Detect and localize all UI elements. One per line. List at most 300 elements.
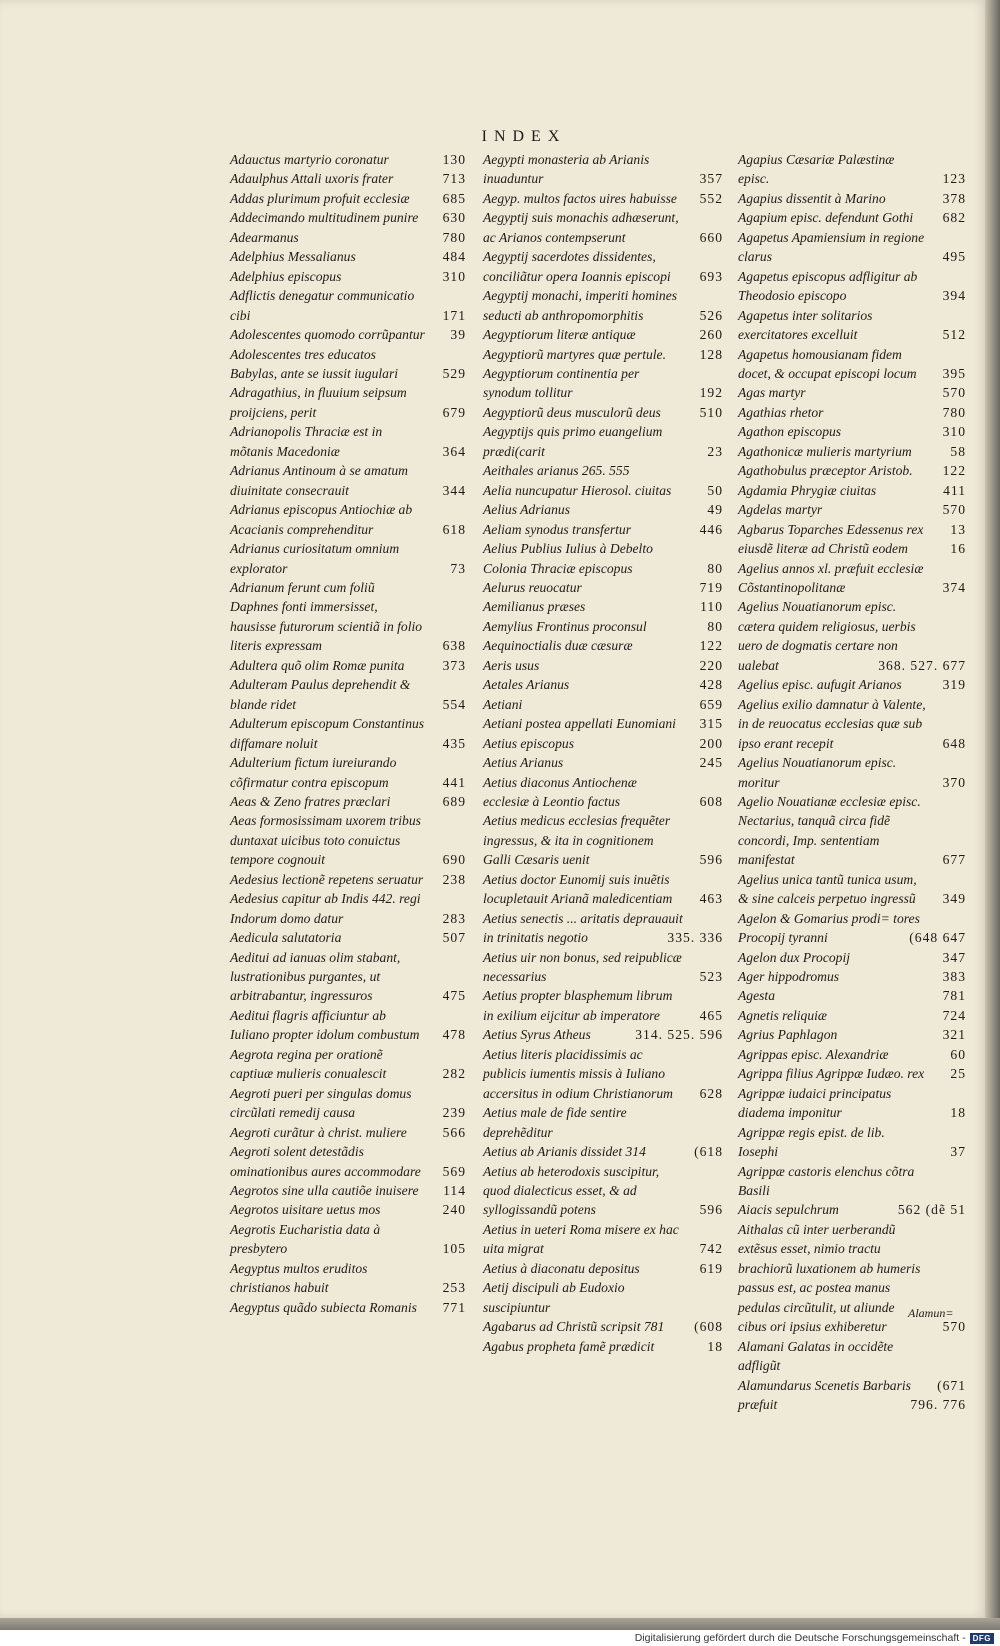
entry-page-number: 628	[699, 1085, 723, 1101]
entry-page-number: 682	[942, 210, 966, 226]
index-entry	[483, 247, 723, 286]
entry-text: Aemilianus præses	[483, 599, 586, 615]
catchword: Alamun=	[908, 1306, 954, 1320]
entry-page-number: 608	[699, 793, 723, 809]
entry-text: Adaulphus Attali uxoris frater	[230, 171, 394, 187]
entry-page-number: 570	[942, 1319, 966, 1335]
entry-page-number: 383	[942, 969, 966, 985]
index-entry	[483, 325, 723, 344]
entry-text: Agabarus ad Christũ scripsit 781	[483, 1319, 665, 1335]
entry-text: Adelphius episcopus	[230, 268, 342, 284]
entry-page-number: 690	[442, 852, 466, 868]
entry-text: eiusdẽ literæ ad Christũ eodem	[738, 541, 908, 557]
entry-page-number: 566	[442, 1124, 466, 1140]
index-entry	[738, 597, 966, 675]
index-entry	[230, 169, 466, 188]
index-entry	[483, 986, 723, 1025]
entry-text: Agelius exilio damnatur à Valente, in de reuocatus ecclesias quæ sub ipso erant recepit	[738, 696, 926, 751]
index-entry	[483, 617, 723, 636]
index-entry	[738, 267, 966, 306]
entry-page-number: 282	[442, 1066, 466, 1082]
entry-text: Aemylius Frontinus proconsul	[483, 618, 647, 634]
index-entry	[230, 228, 466, 247]
entry-text: Addas plurimum profuit ecclesiæ	[230, 190, 410, 206]
entry-text: Aelius Publius Iulius à Debelto Colonia Thraciæ episcopus	[483, 541, 653, 576]
entry-page-number: 510	[699, 404, 723, 420]
index-entry	[230, 539, 466, 578]
index-entry	[230, 870, 466, 889]
entry-text: Aegrota regina per orationẽ captiuæ mulieris conualescit	[230, 1046, 387, 1082]
entry-text: Agrippa filius Agrippæ Iudæo. rex	[738, 1066, 925, 1082]
index-entry	[738, 306, 966, 345]
entry-text: Aeditui ad ianuas olim stabant, lustrationibus purgantes, ut arbitrabantur, ingressuros	[230, 949, 401, 1004]
entry-text: Aegyptiorum continentia per synodum tollitur	[483, 365, 640, 401]
index-entry	[230, 345, 466, 384]
entry-text: Aithalas cũ inter uerberandũ extẽsus esset, nimio tractu brachiorũ luxationem ab humeris passus est, ac postea manus pedulas circũtulit, ut aliunde cibus ori ipsius exhiberetur	[738, 1221, 921, 1335]
entry-page-number: 411	[943, 482, 966, 498]
entry-page-number: 344	[442, 482, 466, 498]
entry-page-number: 596	[699, 1202, 723, 1218]
entry-text: Aetius uir non bonus, sed reipublicæ necessarius	[483, 949, 682, 985]
index-entry	[230, 247, 466, 266]
index-entry	[738, 481, 966, 500]
entry-text: Aegypti monasteria ab Arianis inuaduntur	[483, 152, 650, 187]
index-entry	[483, 656, 723, 675]
entry-text: Agrippæ castoris elenchus cõtra Basili	[738, 1163, 915, 1199]
entry-text: Agabus propheta famẽ prædicit	[483, 1338, 655, 1354]
entry-page-number: 742	[699, 1241, 723, 1257]
entry-page-number: 475	[442, 988, 466, 1004]
index-entry	[230, 1045, 466, 1084]
entry-page-number: 781	[942, 988, 966, 1004]
index-entry	[483, 1278, 723, 1317]
index-entry	[483, 714, 723, 733]
index-entry	[230, 948, 466, 1006]
index-entry	[738, 1376, 966, 1395]
entry-text: Adolescentes tres educatos Babylas, ante se iussit iugulari	[230, 346, 399, 381]
index-entry	[738, 150, 966, 189]
entry-page-number: (648 647	[909, 930, 966, 946]
entry-page-number: 114	[443, 1183, 466, 1199]
page-heading: INDEX	[481, 128, 567, 145]
entry-text: Aetius male de fide sentire deprehẽditur	[483, 1105, 627, 1140]
index-entry	[483, 500, 723, 519]
entry-text: Adulterium fictum iureiurando cõfirmatur contra episcopum	[230, 755, 397, 790]
entry-text: Agelio Nouatianæ ecclesiæ episc. Nectarius, tanquã circa fidẽ concordi, Imp. sententiam manifestat	[738, 793, 921, 868]
entry-page-number: 60	[950, 1046, 966, 1062]
entry-text: Aegyptiorũ martyres quæ pertule.	[483, 346, 666, 362]
entry-page-number: 638	[442, 638, 466, 654]
index-entry	[230, 1142, 466, 1181]
entry-page-number: 685	[442, 190, 466, 206]
entry-page-number: (618	[694, 1144, 723, 1160]
index-entry	[738, 967, 966, 986]
footer-text: Digitalisierung gefördert durch die Deutsche Forschungsgemeinschaft -	[634, 1632, 966, 1644]
index-entry	[483, 461, 723, 480]
entry-page-number: 310	[942, 424, 966, 440]
entry-text: Agathonicæ mulieris martyrium	[738, 443, 912, 459]
entry-page-number: 364	[442, 443, 466, 459]
index-entry	[483, 1317, 723, 1336]
entry-text: Aedesius lectionẽ repetens seruatur	[230, 871, 424, 887]
index-entry	[483, 481, 723, 500]
entry-page-number: 478	[442, 1027, 466, 1043]
entry-text: Adrianus Antinoum à se amatum diuinitate consecrauit	[230, 463, 408, 498]
index-entry	[483, 1220, 723, 1259]
entry-text: Aetiani	[483, 696, 523, 712]
entry-page-number: 13	[950, 521, 966, 537]
entry-text: Adulterum episcopum Constantinus diffamare noluit	[230, 716, 425, 751]
entry-text: Agbarus Toparches Edessenus rex	[738, 521, 924, 537]
entry-page-number: 660	[699, 229, 723, 245]
entry-page-number: 192	[699, 385, 723, 401]
entry-page-number: 441	[442, 774, 466, 790]
entry-text: Aetius diaconus Antiochenæ ecclesiæ à Leontio factus	[483, 774, 637, 809]
entry-text: Agapium episc. defendunt Gothi	[738, 210, 914, 226]
entry-text: Aegyptiorum literæ antiquæ	[483, 327, 636, 343]
dfg-logo: DFG	[970, 1633, 994, 1644]
entry-page-number: 373	[442, 657, 466, 673]
index-column-2	[483, 150, 723, 1356]
index-entry	[230, 208, 466, 227]
entry-page-number: 495	[942, 249, 966, 265]
entry-page-number: 724	[942, 1007, 966, 1023]
index-entry	[738, 695, 966, 753]
entry-text: Adrianum ferunt cum foliũ Daphnes fonti immersisset, hausisse futurorum scientiã in folio literis expressam	[230, 579, 423, 654]
index-entry	[483, 811, 723, 869]
entry-text: Adrianopolis Thraciæ est in mõtanis Macedoniæ	[230, 424, 383, 459]
index-entry	[738, 539, 966, 558]
entry-page-number: 713	[442, 171, 466, 187]
index-entry	[738, 792, 966, 870]
entry-text: Adultera quõ olim Romæ punita	[230, 657, 405, 673]
index-entry	[738, 675, 966, 694]
index-entry	[738, 1395, 966, 1414]
entry-page-number: 105	[442, 1241, 466, 1257]
entry-page-number: 220	[699, 657, 723, 673]
entry-text: Adolescentes quomodo corrũpantur	[230, 327, 425, 343]
entry-page-number: 619	[699, 1260, 723, 1276]
entry-text: Agelon dux Procopij	[738, 949, 850, 965]
index-entry	[230, 461, 466, 500]
index-entry	[483, 1142, 723, 1161]
entry-text: Aetius Syrus Atheus	[483, 1027, 591, 1043]
entry-text: Aegrotos sine ulla cautiõe inuisere	[230, 1183, 419, 1199]
entry-text: Aelius Adrianus	[483, 502, 570, 518]
entry-page-number: 378	[942, 190, 966, 206]
entry-text: Agrippæ regis epist. de lib. Iosephi	[738, 1124, 885, 1160]
entry-text: Aetius literis placidissimis ac publicis iumentis missis à Iuliano accersitus in odium Christianorum	[483, 1046, 673, 1101]
index-entry	[738, 909, 966, 948]
entry-text: Agapetus homousianam fidem docet, & occupat episcopi locum	[738, 346, 917, 381]
index-entry	[483, 345, 723, 364]
entry-text: Adragathius, in fluuium seipsum proijciens, perit	[230, 385, 407, 420]
entry-text: Aetius doctor Eunomij suis inuẽtis locupletauit Arianã maledicentiam	[483, 871, 673, 907]
entry-page-number: 395	[942, 365, 966, 381]
entry-page-number: 25	[950, 1066, 966, 1082]
entry-text: Agesta	[738, 988, 775, 1004]
entry-page-number: 18	[707, 1338, 723, 1354]
entry-text: Alamundarus Scenetis Barbaris	[738, 1377, 911, 1393]
index-entry	[483, 208, 723, 247]
entry-page-number: 73	[450, 560, 466, 576]
entry-text: Aegyptij monachi, imperiti homines seducti ab anthropomorphitis	[483, 288, 678, 323]
entry-page-number: (671	[937, 1377, 966, 1393]
entry-page-number: 484	[442, 249, 466, 265]
entry-page-number: 554	[442, 696, 466, 712]
entry-page-number: 719	[699, 579, 723, 595]
entry-page-number: 570	[942, 502, 966, 518]
entry-page-number: 245	[699, 755, 723, 771]
entry-text: Aetiani postea appellati Eunomiani	[483, 716, 676, 732]
entry-page-number: 368. 527. 677	[878, 657, 966, 673]
index-entry	[483, 1162, 723, 1220]
entry-page-number: 200	[699, 735, 723, 751]
entry-page-number: 122	[699, 638, 723, 654]
index-entry	[230, 1259, 466, 1298]
entry-page-number: 529	[442, 365, 466, 381]
entry-page-number: 648	[942, 735, 966, 751]
index-entry	[738, 422, 966, 441]
entry-page-number: 283	[442, 910, 466, 926]
entry-text: Aetius senectis ... aritatis deprauauit in trinitatis negotio	[483, 910, 683, 946]
index-entry	[483, 1337, 723, 1356]
entry-page-number: 796. 776	[910, 1397, 966, 1412]
entry-page-number: 238	[442, 871, 466, 887]
entry-page-number: 394	[942, 288, 966, 304]
index-entry	[230, 1084, 466, 1123]
index-entry	[230, 714, 466, 753]
entry-text: Agelon & Gomarius prodi= tores Procopij tyranni	[738, 910, 920, 946]
entry-text: Aeliam synodus transfertur	[483, 521, 632, 537]
entry-text: Agapius dissentit à Marino	[738, 190, 886, 206]
entry-page-number: 58	[950, 443, 966, 459]
index-entry	[230, 422, 466, 461]
entry-page-number: (608	[694, 1319, 723, 1335]
index-entry	[483, 539, 723, 578]
entry-page-number: 310	[442, 268, 466, 284]
entry-text: Aetales Arianus	[483, 677, 570, 693]
index-entry	[738, 403, 966, 422]
index-entry	[738, 383, 966, 402]
entry-page-number: 240	[442, 1202, 466, 1218]
index-entry	[230, 792, 466, 811]
index-entry	[230, 286, 466, 325]
index-entry	[738, 1084, 966, 1123]
entry-text: Agnetis reliquiæ	[738, 1007, 827, 1023]
index-entry	[230, 325, 466, 344]
entry-page-number: 618	[442, 521, 466, 537]
index-entry	[483, 734, 723, 753]
index-entry	[738, 520, 966, 539]
entry-text: Aeris usus	[483, 657, 540, 673]
entry-text: Aegyptij sacerdotes dissidentes, conciliãtur opera Ioannis episcopi	[483, 249, 671, 284]
index-entry	[483, 150, 723, 189]
entry-page-number: 370	[942, 774, 966, 790]
entry-page-number: 526	[699, 307, 723, 323]
index-entry	[483, 675, 723, 694]
entry-page-number: 23	[707, 443, 723, 459]
entry-text: Agdelas martyr	[738, 502, 823, 518]
entry-page-number: 349	[942, 891, 966, 907]
entry-page-number: 465	[699, 1007, 723, 1023]
entry-text: Adflictis denegatur communicatio cibi	[230, 288, 415, 323]
index-entry	[230, 1298, 466, 1317]
entry-text: Aiacis sepulchrum	[738, 1202, 839, 1218]
entry-text: Agapetus Apamiensium in regione clarus	[738, 229, 925, 265]
entry-page-number: 39	[450, 327, 466, 343]
entry-text: Agrius Paphlagon	[738, 1027, 838, 1043]
index-entry	[230, 656, 466, 675]
entry-page-number: 693	[699, 268, 723, 284]
entry-text: Agapetus episcopus adfligitur ab Theodosio episcopo	[738, 268, 918, 304]
entry-text: Adulteram Paulus deprehendit & blande ridet	[230, 677, 411, 712]
entry-text: Agrippæ iudaici principatus diadema imponitur	[738, 1085, 892, 1121]
entry-page-number: 523	[699, 969, 723, 985]
index-entry	[483, 578, 723, 597]
entry-text: Addecimando multitudinem punire	[230, 210, 419, 226]
entry-text: Adrianus curiositatum omnium explorator	[230, 541, 400, 576]
entry-text: Agathias rhetor	[738, 404, 824, 420]
entry-page-number: 780	[442, 229, 466, 245]
entry-text: Aetius episcopus	[483, 735, 574, 751]
entry-page-number: 435	[442, 735, 466, 751]
entry-page-number: 123	[942, 171, 966, 187]
index-entry	[483, 695, 723, 714]
index-entry	[483, 1025, 723, 1044]
entry-text: Aegroti curãtur à christ. muliere	[230, 1124, 407, 1140]
entry-page-number: 18	[950, 1105, 966, 1121]
entry-text: præfuit	[738, 1397, 778, 1412]
entry-text: Aeas formosissimam uxorem tribus duntaxat uicibus toto conuictus tempore cognouit	[230, 813, 421, 868]
entry-page-number: 552	[699, 190, 723, 206]
index-entry	[483, 520, 723, 539]
index-entry	[230, 150, 466, 169]
entry-text: Aegyptus quãdo subiecta Romanis	[230, 1299, 417, 1315]
entry-text: Agelius annos xl. præfuit ecclesiæ Cõstantinopolitanæ	[738, 560, 924, 595]
entry-text: Adrianus episcopus Antiochiæ ab Acacianis comprehenditur	[230, 502, 413, 537]
index-entry	[230, 1123, 466, 1142]
entry-text: Aelurus reuocatur	[483, 579, 582, 595]
index-entry	[738, 1200, 966, 1219]
index-entry	[738, 500, 966, 519]
entry-text: Aetius Arianus	[483, 755, 564, 771]
entry-page-number: 80	[707, 618, 723, 634]
entry-page-number: 689	[442, 793, 466, 809]
index-entry	[483, 753, 723, 772]
entry-page-number: 596	[699, 852, 723, 868]
index-entry	[483, 364, 723, 403]
index-entry	[738, 1064, 966, 1083]
entry-page-number: 128	[699, 346, 723, 362]
entry-text: Adauctus martyrio coronatur	[230, 152, 389, 167]
page-edge	[985, 0, 1000, 1646]
entry-page-number: 335. 336	[667, 930, 723, 946]
entry-text: Alamani Galatas in occidẽte adfligũt	[738, 1338, 894, 1374]
index-entry	[483, 948, 723, 987]
index-entry	[738, 345, 966, 384]
entry-page-number: 80	[707, 560, 723, 576]
entry-page-number: 446	[699, 521, 723, 537]
index-entry	[738, 1045, 966, 1064]
index-column-3	[738, 150, 966, 1414]
index-entry	[738, 1162, 966, 1201]
entry-page-number: 679	[442, 404, 466, 420]
entry-page-number: 260	[699, 327, 723, 343]
entry-text: Agrippas episc. Alexandriæ	[738, 1046, 889, 1062]
index-entry	[230, 753, 466, 792]
index-entry	[738, 228, 966, 267]
entry-text: Aetij discipuli ab Eudoxio suscipiuntur	[483, 1280, 625, 1315]
entry-page-number: 16	[950, 541, 966, 557]
index-entry	[230, 578, 466, 656]
index-entry	[230, 1220, 466, 1259]
entry-page-number: 321	[942, 1027, 966, 1043]
entry-page-number: 37	[950, 1144, 966, 1160]
entry-text: Adelphius Messalianus	[230, 249, 356, 265]
entry-text: Aequinoctialis duæ cæsuræ	[483, 638, 633, 654]
index-entry	[738, 189, 966, 208]
entry-text: Aeditui flagris afficiuntur ab Iuliano propter idolum combustum	[230, 1007, 420, 1043]
entry-text: Aegyp. multos factos uires habuisse	[483, 190, 677, 206]
index-entry	[738, 1006, 966, 1025]
index-entry	[230, 500, 466, 539]
index-entry	[738, 986, 966, 1005]
index-entry	[738, 1337, 966, 1376]
index-entry	[483, 403, 723, 422]
index-entry	[483, 422, 723, 461]
entry-page-number: 110	[700, 599, 723, 615]
entry-page-number: 357	[699, 171, 723, 187]
entry-page-number: 659	[699, 696, 723, 712]
index-entry	[230, 1181, 466, 1200]
entry-page-number: 122	[942, 463, 966, 479]
entry-page-number: 347	[942, 949, 966, 965]
entry-page-number: 239	[442, 1105, 466, 1121]
entry-page-number: 130	[442, 152, 466, 167]
entry-page-number: 49	[707, 502, 723, 518]
index-entry	[230, 1006, 466, 1045]
entry-text: Aelia nuncupatur Hierosol. ciuitas	[483, 482, 672, 498]
index-entry	[738, 559, 966, 598]
entry-text: Agelius unica tantũ tunica usum, & sine calceis perpetuo ingressũ	[738, 871, 917, 907]
index-entry	[230, 189, 466, 208]
entry-text: Aegyptij suis monachis adhæserunt, ac Arianos contempserunt	[483, 210, 679, 245]
entry-text: Aegrotis Eucharistia data à presbytero	[230, 1221, 381, 1257]
digitization-footer	[0, 1630, 1000, 1646]
index-entry	[483, 773, 723, 812]
entry-page-number: 171	[442, 307, 466, 323]
index-entry	[738, 1025, 966, 1044]
index-entry	[483, 1045, 723, 1103]
index-entry	[483, 286, 723, 325]
entry-text: Aeas & Zeno fratres præclari	[230, 793, 391, 809]
entry-page-number: 314. 525. 596	[635, 1027, 723, 1043]
index-entry	[483, 1103, 723, 1142]
entry-text: Aetius medicus ecclesias frequẽter ingressus, & ita in cognitionem Galli Cæsaris uenit	[483, 813, 671, 868]
entry-page-number: 315	[699, 716, 723, 732]
entry-text: Aedicula salutatoria	[230, 930, 342, 946]
entry-text: Aedesius capitur ab Indis 442. regi Indorum domo datur	[230, 891, 421, 926]
entry-text: Aetius in ueteri Roma misere ex hac uita migrat	[483, 1221, 679, 1257]
index-entry	[738, 208, 966, 227]
entry-page-number: 463	[699, 891, 723, 907]
entry-text: Aegroti solent detestãdis ominationibus aures accommodare	[230, 1144, 421, 1179]
index-entry	[230, 675, 466, 714]
entry-text: Aetius ab heterodoxis suscipitur, quod dialecticus esset, & ad syllogissandũ potens	[483, 1163, 660, 1218]
index-entry	[483, 189, 723, 208]
index-entry	[483, 1259, 723, 1278]
